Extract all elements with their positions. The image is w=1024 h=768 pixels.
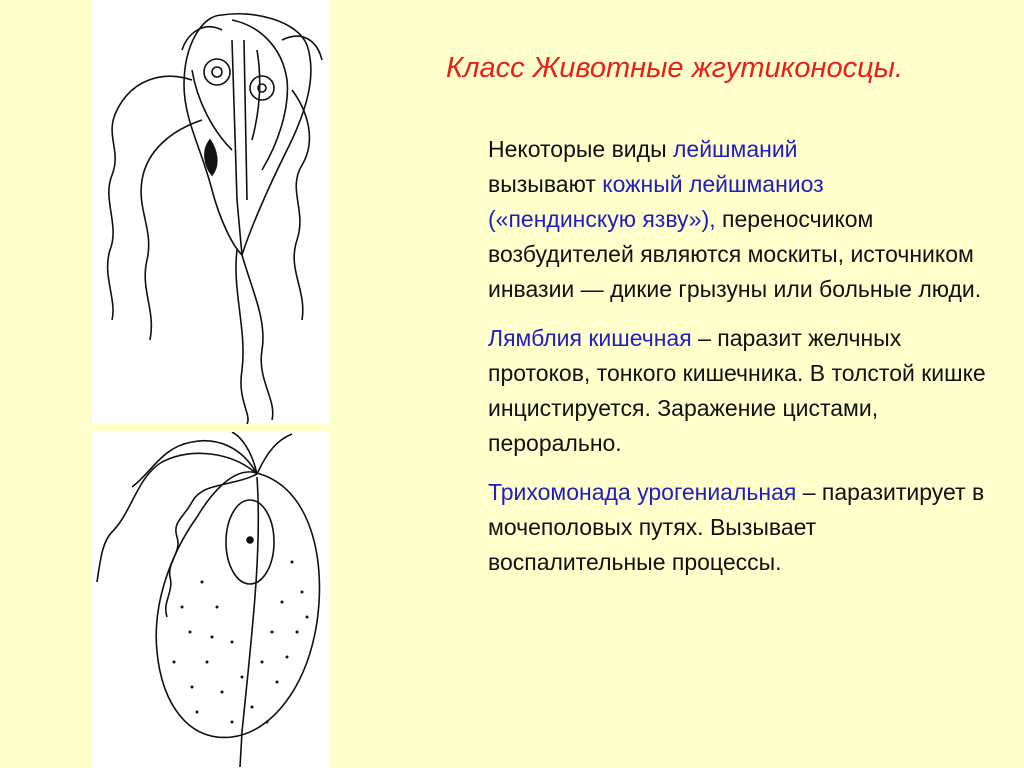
trichomonas-illustration <box>92 432 329 768</box>
slide-title: Класс Животные жгутиконосцы. <box>446 52 904 84</box>
term-cutaneous-leishmaniasis: кожный лейшманиоз <box>602 171 824 197</box>
text-segment: Некоторые виды <box>488 136 673 162</box>
term-pendinsky-ulcer: («пендинскую язву»), <box>488 206 716 232</box>
paragraph-leishmania <box>488 132 988 307</box>
text-segment: вызывают <box>488 171 603 197</box>
paragraph-trichomonas <box>488 475 988 580</box>
trichomonas-drawing <box>92 432 329 768</box>
text-segment: – паразит желчных протоков, тонкого кишечника. В толстой кишке инцистируется. Заражение цистами, перорально. <box>488 325 986 456</box>
giardia-drawing <box>92 0 329 424</box>
term-trichomonas: Трихомонада урогениальная <box>488 479 797 505</box>
term-giardia: Лямблия кишечная <box>488 325 692 351</box>
text-segment: – паразитирует в мочеполовых путях. Вызывает воспалительные процессы. <box>488 479 985 575</box>
text-block <box>488 132 988 594</box>
paragraph-giardia <box>488 321 988 461</box>
text-segment: переносчиком возбудителей являются москиты, источником инвазии — дикие грызуны или больные люди. <box>488 206 982 302</box>
giardia-illustration <box>92 0 329 424</box>
term-leishmania: лейшманий <box>673 136 798 162</box>
